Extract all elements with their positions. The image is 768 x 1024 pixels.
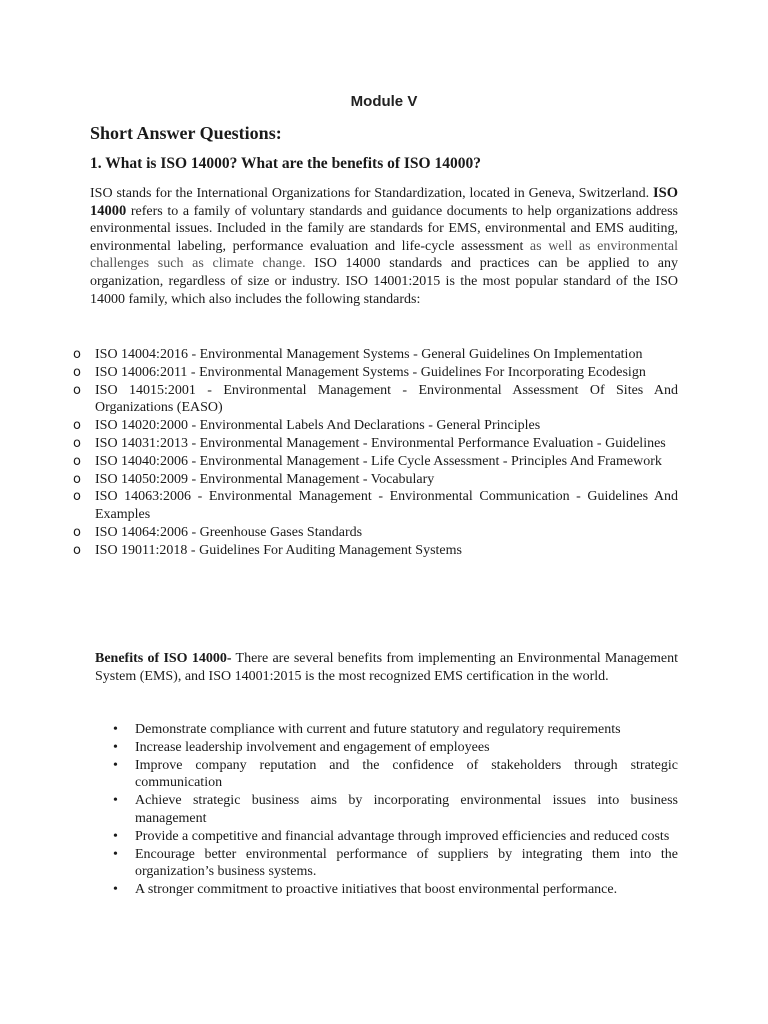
- list-item: o ISO 14006:2011 - Environmental Management Systems - Guidelines For Incorporating Ecodesign: [73, 364, 646, 380]
- list-item: o ISO 19011:2018 - Guidelines For Auditing Management Systems: [73, 542, 462, 558]
- benefits-list: [0, 721, 768, 899]
- bullet-icon: •: [113, 882, 118, 898]
- benefits-intro-text: There are several benefits from implementing an Environmental Management System (EMS), and ISO 14001:2015 is the most recognized EMS certification in the world.: [95, 651, 678, 684]
- circle-bullet-icon: o: [73, 489, 81, 505]
- bullet-icon: •: [113, 846, 118, 862]
- section-heading: Short Answer Questions:: [90, 123, 282, 143]
- circle-bullet-icon: o: [73, 524, 81, 540]
- circle-bullet-icon: o: [73, 347, 81, 362]
- list-item: o ISO 14064:2006 - Greenhouse Gases Standards: [73, 524, 363, 540]
- intro-climate-text: as well as environmental challenges such as climate change.: [90, 238, 679, 272]
- question-heading: 1. What is ISO 14000? What are the benefits of ISO 14000?: [90, 155, 481, 172]
- bullet-icon: •: [113, 828, 118, 844]
- benefits-lead: Benefits of ISO 14000-: [95, 651, 232, 666]
- iso-14000-term: ISO 14000: [90, 185, 678, 219]
- circle-bullet-icon: o: [73, 435, 81, 451]
- standards-list: [0, 346, 768, 560]
- list-item: • Increase leadership involvement and engagement of employees: [113, 739, 490, 755]
- module-title: Module V: [350, 93, 418, 110]
- circle-bullet-icon: o: [73, 453, 81, 469]
- list-item: o ISO 14050:2009 - Environmental Management - Vocabulary: [73, 471, 435, 487]
- list-item: • Encourage better environmental performance of suppliers by integrating them into the organization’s business systems.: [113, 846, 678, 880]
- list-item: o ISO 14031:2013 - Environmental Management - Environmental Performance Evaluation - Guidelines: [73, 435, 666, 451]
- circle-bullet-icon: o: [73, 418, 81, 434]
- circle-bullet-icon: o: [73, 471, 81, 487]
- list-item: o ISO 14015:2001 - Environmental Management - Environmental Assessment Of Sites And Organizations (EASO): [73, 382, 678, 416]
- list-item: • Achieve strategic business aims by incorporating environmental issues into business management: [113, 793, 678, 826]
- circle-bullet-icon: o: [73, 364, 81, 380]
- list-item: • A stronger commitment to proactive initiatives that boost environmental performance.: [113, 882, 618, 898]
- list-item: • Demonstrate compliance with current and future statutory and regulatory requirements: [113, 722, 621, 737]
- intro-paragraph: [90, 185, 678, 308]
- list-item: o ISO 14020:2000 - Environmental Labels And Declarations - General Principles: [73, 418, 541, 434]
- bullet-icon: •: [113, 722, 118, 737]
- list-item: o ISO 14004:2016 - Environmental Management Systems - General Guidelines On Implementation: [73, 347, 643, 362]
- list-item: o ISO 14040:2006 - Environmental Management - Life Cycle Assessment - Principles And Framework: [73, 453, 662, 469]
- circle-bullet-icon: o: [73, 382, 81, 398]
- bullet-icon: •: [113, 739, 118, 755]
- intro-text-2: refers to a family of voluntary standards and guidance documents to help organizations address environmental issues. Included in the family are standards for EMS, environmental and EMS auditing, environmental labeling, performance evaluation and life-cycle assessment: [90, 203, 678, 254]
- list-item: • Improve company reputation and the confidence of stakeholders through strategic communication: [113, 757, 678, 791]
- circle-bullet-icon: o: [73, 542, 81, 558]
- bullet-icon: •: [113, 793, 118, 809]
- list-item: o ISO 14063:2006 - Environmental Management - Environmental Communication - Guidelines And Examples: [73, 489, 678, 523]
- benefits-intro-paragraph: [95, 650, 678, 685]
- intro-text-1: ISO stands for the International Organizations for Standardization, located in Geneva, Switzerland.: [90, 186, 653, 201]
- bullet-icon: •: [113, 757, 118, 773]
- list-item: • Provide a competitive and financial advantage through improved efficiencies and reduced costs: [113, 828, 670, 844]
- intro-text-3: ISO 14000 standards and practices can be applied to any organization, regardless of size or industry. ISO 14001:2015 is the most popular standard of the ISO 14000 family, which also includes the following standards:: [90, 256, 678, 307]
